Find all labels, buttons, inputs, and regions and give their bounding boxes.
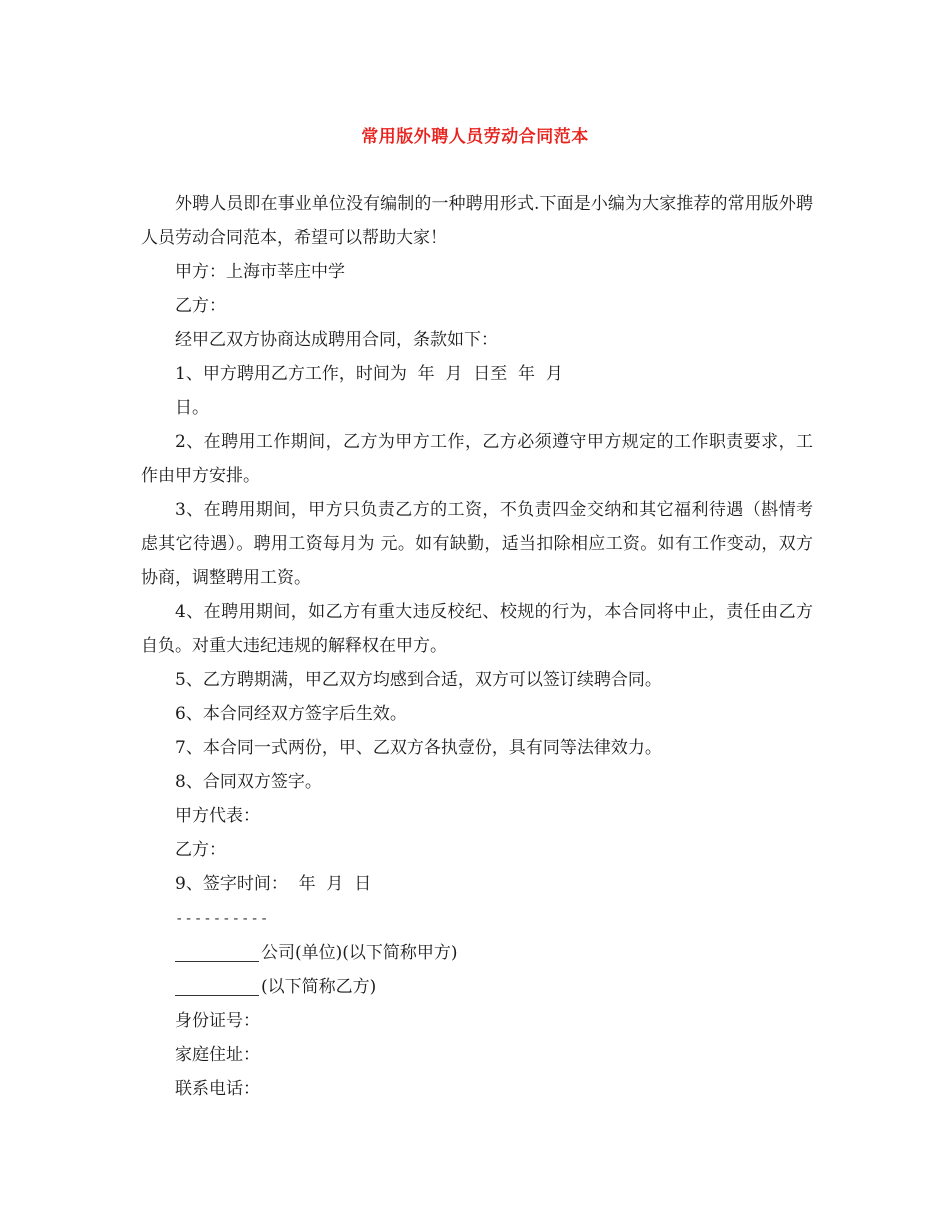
party-a-representative: 甲方代表： (175, 806, 260, 826)
company-blank (175, 941, 259, 962)
party-b-line: 乙方： (175, 296, 226, 316)
clause-2: 2、在聘用工作期间，乙方为甲方工作，乙方必须遵守甲方规定的工作职责要求，工作由甲方安排。 (141, 432, 813, 486)
company-line (141, 936, 813, 970)
party-b-line-text: (以下简称乙方) (261, 977, 377, 997)
separator-line (141, 901, 813, 936)
clause-3: 3、在聘用期间，甲方只负责乙方的工资，不负责四金交纳和其它福利待遇（斟情考虑其它待遇）。聘用工资每月为 元。如有缺勤，适当扣除相应工资。如有工作变动，双方协商，调整聘用工资。 (141, 500, 813, 588)
clause-8: 8、合同双方签字。 (175, 772, 322, 792)
clause-4: 4、在聘用期间，如乙方有重大违反校纪、校规的行为，本合同将中止，责任由乙方自负。对重大违纪违规的解释权在甲方。 (141, 602, 813, 656)
document-body (141, 187, 813, 1106)
clause-7: 7、本合同一式两份，甲、乙双方各执壹份，具有同等法律效力。 (175, 738, 662, 758)
document-title: 常用版外聘人员劳动合同范本 (361, 127, 589, 147)
clause-5: 5、乙方聘期满，甲乙双方均感到合适，双方可以签订续聘合同。 (175, 670, 662, 690)
id-number-line: 身份证号： (175, 1011, 260, 1031)
clause-6: 6、本合同经双方签字后生效。 (175, 704, 407, 724)
phone-line: 联系电话： (175, 1079, 260, 1099)
clause-1: 1、甲方聘用乙方工作，时间为 年 月 日至 年 月 (175, 364, 563, 384)
party-b-blank (175, 975, 259, 996)
address-line: 家庭住址： (175, 1045, 260, 1065)
clause-9-sign-date: 9、签字时间： 年 月 日 (175, 874, 372, 894)
party-b-signature: 乙方： (175, 840, 226, 860)
intro-paragraph: 外聘人员即在事业单位没有编制的一种聘用形式.下面是小编为大家推荐的常用版外聘人员劳动合同范本，希望可以帮助大家！ (141, 194, 813, 248)
company-line-text: 公司(单位)(以下简称甲方) (261, 943, 458, 963)
party-b-name-line (141, 970, 813, 1004)
clause-1-continued: 日。 (175, 398, 209, 418)
party-a-line: 甲方：上海市莘庄中学 (175, 262, 345, 282)
separator-dashes: ---------- (175, 911, 270, 927)
agreement-line: 经甲乙双方协商达成聘用合同，条款如下： (175, 330, 498, 350)
